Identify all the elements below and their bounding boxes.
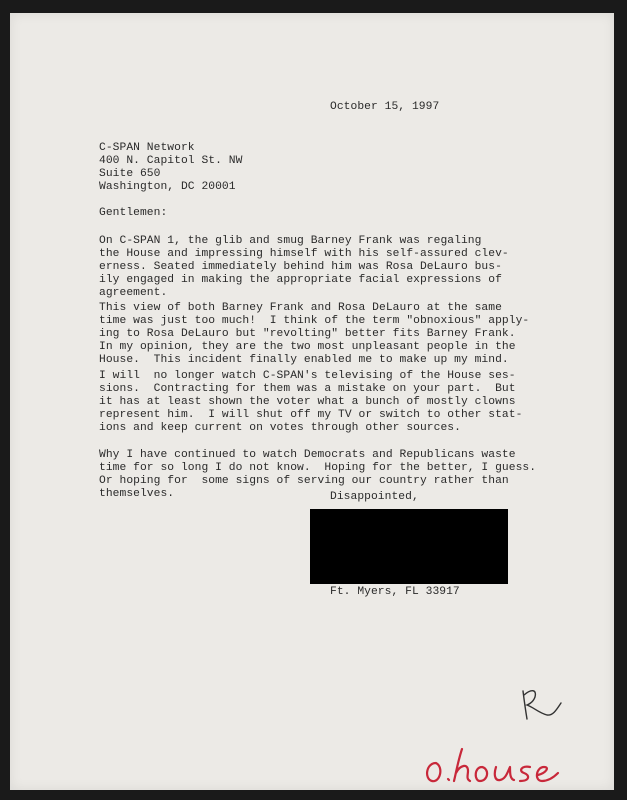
body-line: sions. Contracting for them was a mistake on your part. But: [99, 383, 516, 395]
body-line: ing to Rosa DeLauro but "revolting" better fits Barney Frank.: [99, 328, 516, 340]
body-line: I will no longer watch C-SPAN's televising of the House ses-: [99, 370, 516, 382]
signature-location: Ft. Myers, FL 33917: [330, 586, 460, 598]
body-line: Or hoping for some signs of serving our country rather than: [99, 475, 509, 487]
redacted-signature-block: [310, 509, 508, 584]
handwritten-note: [418, 741, 608, 787]
body-line: This view of both Barney Frank and Rosa DeLauro at the same: [99, 302, 502, 314]
body-line: Why I have continued to watch Democrats and Republicans waste: [99, 449, 516, 461]
letter-date: October 15, 1997: [330, 101, 440, 113]
body-line: ily engaged in making the appropriate facial expressions of: [99, 274, 502, 286]
body-line: On C-SPAN 1, the glib and smug Barney Frank was regaling: [99, 235, 482, 247]
address-line-2: 400 N. Capitol St. NW: [99, 155, 243, 167]
salutation: Gentlemen:: [99, 207, 168, 219]
body-line: House. This incident finally enabled me to make up my mind.: [99, 354, 509, 366]
handwritten-initial: [515, 683, 565, 727]
body-line: erness. Seated immediately behind him was Rosa DeLauro bus-: [99, 261, 502, 273]
body-line: time was just too much! I think of the term "obnoxious" apply-: [99, 315, 530, 327]
address-line-1: C-SPAN Network: [99, 142, 195, 154]
body-line: agreement.: [99, 287, 168, 299]
address-line-3: Suite 650: [99, 168, 161, 180]
body-line: time for so long I do not know. Hoping for the better, I guess.: [99, 462, 537, 474]
body-line: the House and impressing himself with his self-assured clev-: [99, 248, 509, 260]
letter-page: [10, 13, 614, 790]
body-line: it has at least shown the voter what a bunch of mostly clowns: [99, 396, 516, 408]
body-line: ions and keep current on votes through other sources.: [99, 422, 461, 434]
address-line-4: Washington, DC 20001: [99, 181, 236, 193]
body-line: represent him. I will shut off my TV or switch to other stat-: [99, 409, 523, 421]
closing: Disappointed,: [330, 491, 419, 503]
body-line: In my opinion, they are the two most unpleasant people in the: [99, 341, 516, 353]
body-line: themselves.: [99, 488, 175, 500]
